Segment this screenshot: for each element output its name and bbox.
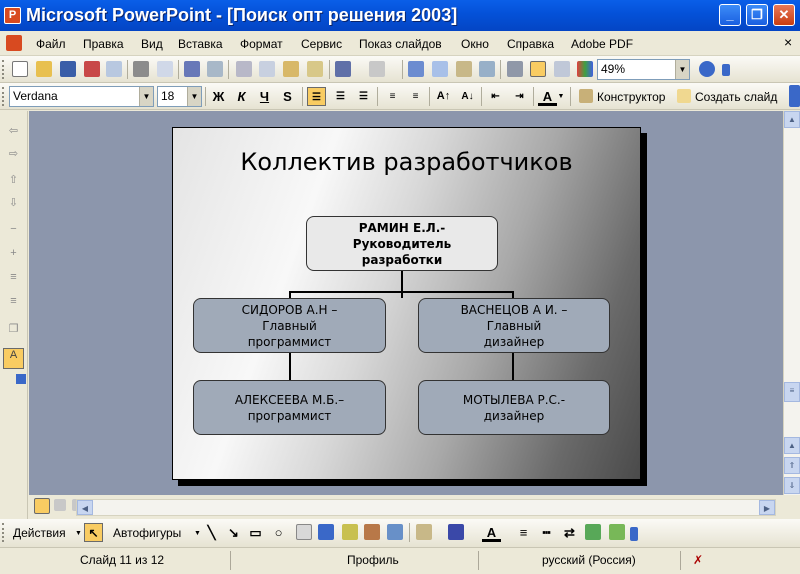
menu-window[interactable]: Окно (461, 37, 489, 51)
font-color-icon[interactable]: A (482, 523, 501, 542)
separator (178, 60, 179, 79)
font-size-value: 18 (161, 89, 175, 103)
insert-hyperlink-icon[interactable] (479, 61, 495, 77)
standard-toolbar (0, 56, 800, 83)
connector-line (401, 271, 403, 298)
outlining-toolbar (0, 111, 28, 519)
slide-sorter-icon[interactable] (54, 499, 66, 511)
powerpoint-icon[interactable]: P (4, 7, 21, 24)
menu-insert[interactable]: Вставка (178, 37, 223, 51)
connector-line (289, 291, 291, 298)
line-icon[interactable]: ╲ (207, 525, 216, 540)
arrow-icon[interactable]: ↘ (228, 525, 239, 540)
numbering-icon[interactable]: ≡ (389, 91, 396, 102)
arrow-style-icon[interactable]: ⇄ (564, 525, 575, 540)
separator (570, 87, 571, 106)
org-box-chief-programmer[interactable]: СИДОРОВ А.Н – Главный программист (193, 298, 386, 353)
toolbar-options-icon[interactable] (630, 527, 638, 541)
open-icon[interactable] (36, 61, 52, 77)
collapse-all-icon[interactable]: ≡ (10, 271, 17, 283)
print-preview-icon[interactable] (157, 61, 173, 77)
demote-icon[interactable]: ⇨ (8, 148, 19, 160)
separator (500, 60, 501, 79)
expand-icon[interactable]: + (10, 247, 17, 259)
decrease-font-size-icon[interactable]: A↓ (461, 91, 474, 102)
show-formatting-icon[interactable] (530, 61, 546, 77)
org-box-programmer[interactable]: АЛЕКСЕЕВА М.Б.– программист (193, 380, 386, 435)
designer-button[interactable]: Конструктор (597, 90, 666, 104)
color-grayscale-icon[interactable] (577, 61, 593, 77)
separator (127, 60, 128, 79)
font-value: Verdana (13, 89, 58, 103)
rectangle-icon[interactable]: ▭ (249, 525, 262, 540)
textbox-icon[interactable] (296, 524, 312, 540)
horizontal-scrollbar[interactable] (76, 499, 776, 516)
connector-line (512, 353, 514, 380)
scroll-up-icon[interactable]: ▲ (784, 437, 800, 454)
toolbar-grip[interactable] (2, 87, 6, 106)
minimize-button[interactable]: _ (719, 4, 741, 26)
show-grid-icon[interactable] (554, 61, 570, 77)
promote-icon[interactable]: ⇦ (8, 125, 19, 137)
oval-icon[interactable]: ○ (274, 525, 283, 540)
align-center-icon[interactable]: ☰ (336, 91, 345, 102)
zoom-value: 49% (601, 62, 626, 76)
bullets-icon[interactable]: ≡ (412, 91, 419, 102)
close-document-icon[interactable]: × (784, 34, 793, 50)
status-bar (0, 548, 800, 574)
toolbar-grip[interactable] (2, 523, 6, 542)
separator (205, 87, 206, 106)
design-template: Профиль (230, 551, 478, 570)
title-bar (0, 0, 800, 31)
summary-slide-icon[interactable]: ❐ (8, 323, 19, 335)
picture-icon[interactable] (387, 524, 403, 540)
increase-font-size-icon[interactable]: A↑ (436, 90, 451, 102)
research-icon[interactable] (207, 61, 223, 77)
save-icon[interactable] (60, 61, 76, 77)
cut-icon[interactable] (236, 61, 252, 77)
slide-title[interactable]: Коллектив разработчиков (240, 148, 573, 176)
toolbar-options-icon[interactable] (722, 64, 730, 76)
document-icon[interactable] (6, 35, 22, 51)
print-icon[interactable] (133, 61, 149, 77)
menu-help[interactable]: Справка (507, 37, 555, 51)
help-icon[interactable] (699, 61, 715, 77)
insert-table-icon[interactable] (432, 61, 448, 77)
chevron-down-icon[interactable]: ▼ (187, 87, 201, 106)
menu-tools[interactable]: Сервис (301, 37, 343, 51)
new-slide-button[interactable]: Создать слайд (695, 90, 778, 104)
connector-line (512, 291, 514, 298)
previous-slide-icon[interactable]: ⇑ (784, 457, 800, 474)
align-right-icon[interactable]: ☰ (359, 91, 368, 102)
spelling-status-icon[interactable]: ✗ (680, 551, 800, 570)
increase-indent-icon[interactable]: ⇥ (515, 91, 524, 102)
align-left-icon[interactable]: ☰ (307, 87, 326, 106)
separator (302, 87, 303, 106)
expand-all-icon[interactable]: ≡ (10, 295, 17, 307)
new-icon[interactable] (12, 61, 28, 77)
restore-button[interactable]: ❐ (746, 4, 768, 26)
move-down-icon[interactable]: ⇩ (8, 197, 19, 209)
next-slide-icon[interactable]: ⇓ (784, 477, 800, 494)
email-icon[interactable] (106, 61, 122, 77)
chevron-down-icon[interactable]: ▼ (194, 530, 201, 537)
scroll-up-icon[interactable]: ▲ (784, 111, 800, 128)
separator (409, 523, 410, 542)
zoom-combo[interactable] (597, 59, 690, 80)
shadow-style-icon[interactable] (585, 524, 601, 540)
connector-line (289, 353, 291, 380)
expand-all-icon[interactable] (507, 61, 523, 77)
separator (377, 87, 378, 106)
separator (533, 87, 534, 106)
undo-icon[interactable] (335, 61, 351, 77)
vertical-scrollbar[interactable] (783, 111, 800, 495)
separator (228, 60, 229, 79)
org-box-manager[interactable]: РАМИН Е.Л.- Руководитель разработки (306, 216, 498, 271)
separator (402, 60, 403, 79)
menu-adobe-pdf[interactable]: Adobe PDF (571, 37, 634, 51)
paste-icon[interactable] (283, 61, 299, 77)
clipart-icon[interactable] (364, 524, 380, 540)
actions-menu[interactable]: Действия (13, 526, 66, 540)
show-formatting-icon[interactable]: A (3, 348, 24, 369)
menu-view[interactable]: Вид (141, 37, 163, 51)
diagram-icon[interactable] (342, 524, 358, 540)
separator (329, 60, 330, 79)
drawing-toolbar (0, 519, 800, 548)
slide[interactable] (172, 127, 641, 480)
chevron-down-icon[interactable]: ▼ (557, 93, 565, 100)
connector-line (289, 291, 514, 293)
line-color-icon[interactable] (448, 524, 464, 540)
line-style-icon[interactable]: ≡ (519, 525, 528, 540)
redo-icon[interactable] (369, 61, 385, 77)
chevron-down-icon[interactable]: ▼ (75, 530, 82, 537)
3d-style-icon[interactable] (609, 524, 625, 540)
underline-button[interactable]: Ч (259, 89, 270, 104)
menu-format[interactable]: Формат (240, 37, 283, 51)
dash-style-icon[interactable]: ┅ (542, 525, 551, 540)
close-button[interactable]: ✕ (773, 4, 795, 26)
spelling-icon[interactable] (184, 61, 200, 77)
new-slide-icon (677, 89, 691, 103)
move-up-icon[interactable]: ⇧ (8, 174, 19, 186)
toolbar-options-icon[interactable] (789, 85, 800, 107)
autoshapes-menu[interactable]: Автофигуры (113, 526, 182, 540)
normal-view-icon[interactable] (34, 498, 50, 514)
chevron-down-icon[interactable]: ▼ (675, 60, 689, 79)
shadow-button[interactable]: S (283, 89, 292, 104)
language-indicator[interactable]: русский (Россия) (478, 551, 680, 570)
collapse-icon[interactable]: − (10, 223, 17, 235)
toolbar-options-icon[interactable] (16, 374, 26, 384)
decrease-indent-icon[interactable]: ⇤ (491, 91, 500, 102)
tables-borders-icon[interactable] (456, 61, 472, 77)
toolbar-grip[interactable] (2, 60, 6, 79)
window-title: Microsoft PowerPoint - [Поиск опт решения 2003] (26, 5, 458, 25)
separator (481, 87, 482, 106)
menu-bar (0, 31, 800, 56)
copy-icon[interactable] (259, 61, 275, 77)
wordart-icon[interactable] (318, 524, 334, 540)
select-objects-icon[interactable]: ↖ (84, 523, 103, 542)
format-painter-icon[interactable] (307, 61, 323, 77)
font-color-icon[interactable]: A (538, 87, 557, 106)
font-size-combo[interactable] (157, 86, 202, 107)
bold-button[interactable]: Ж (212, 89, 225, 104)
scroll-right-icon[interactable]: ▶ (759, 500, 775, 515)
font-combo[interactable] (9, 86, 154, 107)
menu-edit[interactable]: Правка (83, 37, 124, 51)
chevron-down-icon[interactable]: ▼ (139, 87, 153, 106)
insert-chart-icon[interactable] (408, 61, 424, 77)
menu-slideshow[interactable]: Показ слайдов (359, 37, 442, 51)
scroll-left-icon[interactable]: ◀ (77, 500, 93, 515)
fill-color-icon[interactable] (416, 524, 432, 540)
permission-icon[interactable] (84, 61, 100, 77)
designer-icon (579, 89, 593, 103)
menu-file[interactable]: Файл (36, 37, 66, 51)
separator (429, 87, 430, 106)
formatting-toolbar (0, 83, 800, 110)
org-box-designer[interactable]: МОТЫЛЕВА Р.С.- дизайнер (418, 380, 610, 435)
scroll-thumb[interactable]: ≡ (784, 382, 800, 402)
italic-button[interactable]: К (237, 89, 246, 104)
slide-indicator: Слайд 11 из 12 (80, 553, 165, 567)
org-box-chief-designer[interactable]: ВАСНЕЦОВ А И. – Главный дизайнер (418, 298, 610, 353)
